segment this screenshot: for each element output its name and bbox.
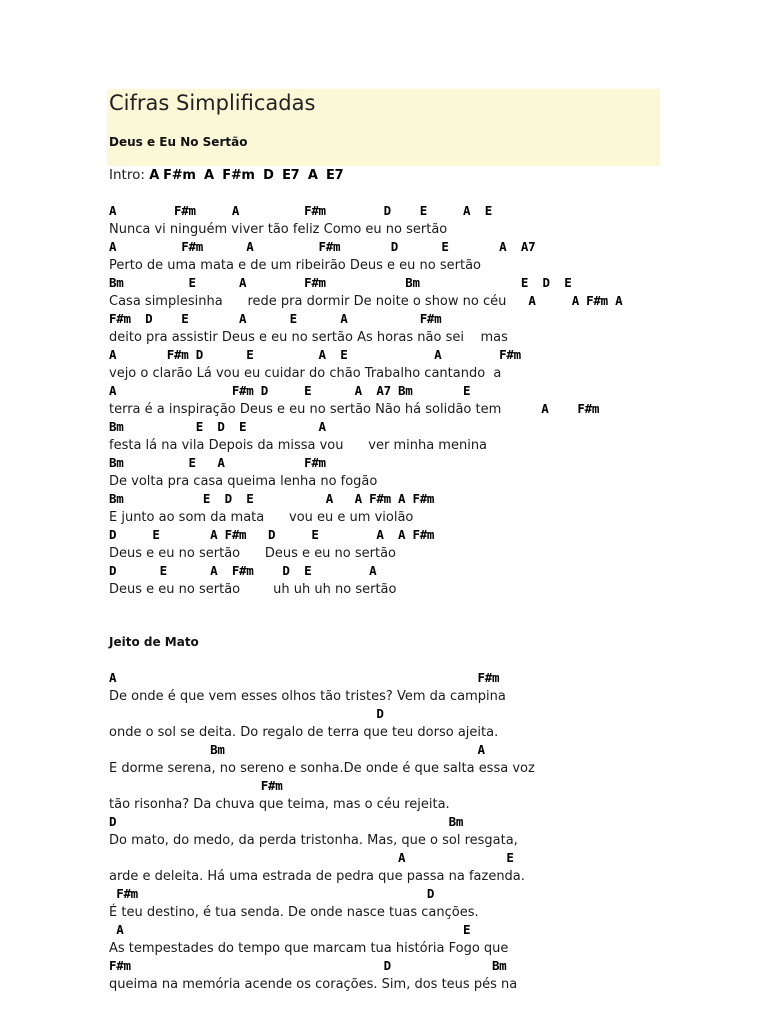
chord-text: Bm E A F#m Bm E D E [109,275,572,290]
lyric-text: De onde é que vem esses olhos tão tristes? Vem da campina [109,689,506,704]
chord-line [109,345,669,363]
chord-line [109,884,669,902]
chord-line [109,740,669,758]
chord-text: Bm A [109,742,485,757]
lyric-text: vejo o clarão Lá vou eu cuidar do chão Trabalho cantando a [109,366,502,381]
chord-line [109,525,669,543]
lyric-text: As tempestades do tempo que marcam tua história Fogo que [109,941,509,956]
chord-text: A F#m D E A E A F#m [109,347,521,362]
chord-line [109,776,669,794]
lyric-text: E dorme serena, no sereno e sonha.De onde é que salta essa voz [109,761,535,776]
lyric-line [109,938,669,956]
chord-text: D E A F#m D E A [109,563,377,578]
site-title: Cifras Simplificadas [109,91,316,115]
intro-line [109,167,343,183]
chord-text: D E A F#m D E A A F#m [109,527,435,542]
chord-text: F#m D [109,886,435,901]
lyric-text: arde e deleita. Há uma estrada de pedra que passa na fazenda. [109,869,525,884]
lyric-text: tão risonha? Da chuva que teima, mas o céu rejeita. [109,797,450,812]
chord-line [109,453,669,471]
chord-text: Bm E A F#m [109,455,326,470]
chord-line [109,920,669,938]
lyric-line [109,794,669,812]
chord-line [109,956,669,974]
lyric-line [109,291,669,309]
lyric-text: queima na memória acende os corações. Sim, dos teus pés na [109,977,518,992]
chord-text: D Bm [109,814,464,829]
chord-text: F#m [109,778,283,793]
lyric-line [109,543,669,561]
chord-line [109,812,669,830]
chord-text: Bm E D E A [109,419,326,434]
lyric-line [109,579,669,597]
chord-text: F#m D E A E A F#m [109,311,442,326]
song-body-jeito-de-mato [109,668,669,992]
lyric-line [109,435,669,453]
lyric-text: De volta pra casa queima lenha no fogão [109,474,378,489]
chord-text: A F#m D E A A7 Bm E [109,383,471,398]
chord-text: A F#m A F#m D E A E [109,203,492,218]
chord-line [109,417,669,435]
lyric-line [109,902,669,920]
lyric-line [109,974,669,992]
lyric-line [109,830,669,848]
lyric-text: deito pra assistir Deus e eu no sertão As horas não sei mas [109,330,508,345]
lyric-line [109,471,669,489]
chord-line [109,489,669,507]
chord-line [109,704,669,722]
lyric-text: terra é a inspiração Deus e eu no sertão Não há solidão tem [109,402,502,417]
lyric-text: Perto de uma mata e de um ribeirão Deus e eu no sertão [109,258,481,273]
song-body-deus-e-eu [109,201,669,597]
lyric-text: onde o sol se deita. Do regalo de terra que teu dorso ajeita. [109,725,499,740]
chord-text: A E [109,850,514,865]
lyric-line [109,722,669,740]
lyric-text: festa lá na vila Depois da missa vou ver minha menina [109,438,488,453]
lyric-text: Deus e eu no sertão uh uh uh no sertão [109,582,397,597]
chord-line [109,561,669,579]
lyric-text: Nunca vi ninguém viver tão feliz Como eu no sertão [109,222,448,237]
lyric-line [109,758,669,776]
song-title-jeito-de-mato: Jeito de Mato [109,635,199,649]
chord-text: D [109,706,384,721]
lyric-line [109,327,669,345]
intro-label: Intro: [109,167,150,183]
chord-text: A F#m [109,670,500,685]
lyric-text: Do mato, do medo, da perda tristonha. Mas, que o sol resgata, [109,833,518,848]
lyric-line [109,399,669,417]
intro-chords: A F#m A F#m D E7 A E7 [149,168,344,183]
lyric-line [109,507,669,525]
lyric-text: Casa simplesinha rede pra dormir De noite o show no céu [109,294,507,309]
lyric-text: Deus e eu no sertão Deus e eu no sertão [109,546,397,561]
chord-line [109,309,669,327]
chord-line [109,668,669,686]
chord-text: F#m D Bm [109,958,507,973]
lyric-line [109,866,669,884]
chord-line [109,381,669,399]
chord-line [109,237,669,255]
chord-line [109,201,669,219]
chord-text: A F#m A F#m D E A A7 [109,239,536,254]
lyric-line [109,219,669,237]
chord-text: A E [109,922,471,937]
lyric-text: É teu destino, é tua senda. De onde nasce tuas canções. [109,905,479,920]
lyric-line [109,255,669,273]
lyric-line [109,363,669,381]
chord-tail: A A F#m A [528,293,623,308]
chord-line [109,273,669,291]
chord-text: Bm E D E A A F#m A F#m [109,491,435,506]
song-title-deus-e-eu: Deus e Eu No Sertão [109,135,248,149]
chord-tail: A F#m [541,401,600,416]
lyric-text: E junto ao som da mata vou eu e um violão [109,510,414,525]
lyric-line [109,686,669,704]
chord-line [109,848,669,866]
